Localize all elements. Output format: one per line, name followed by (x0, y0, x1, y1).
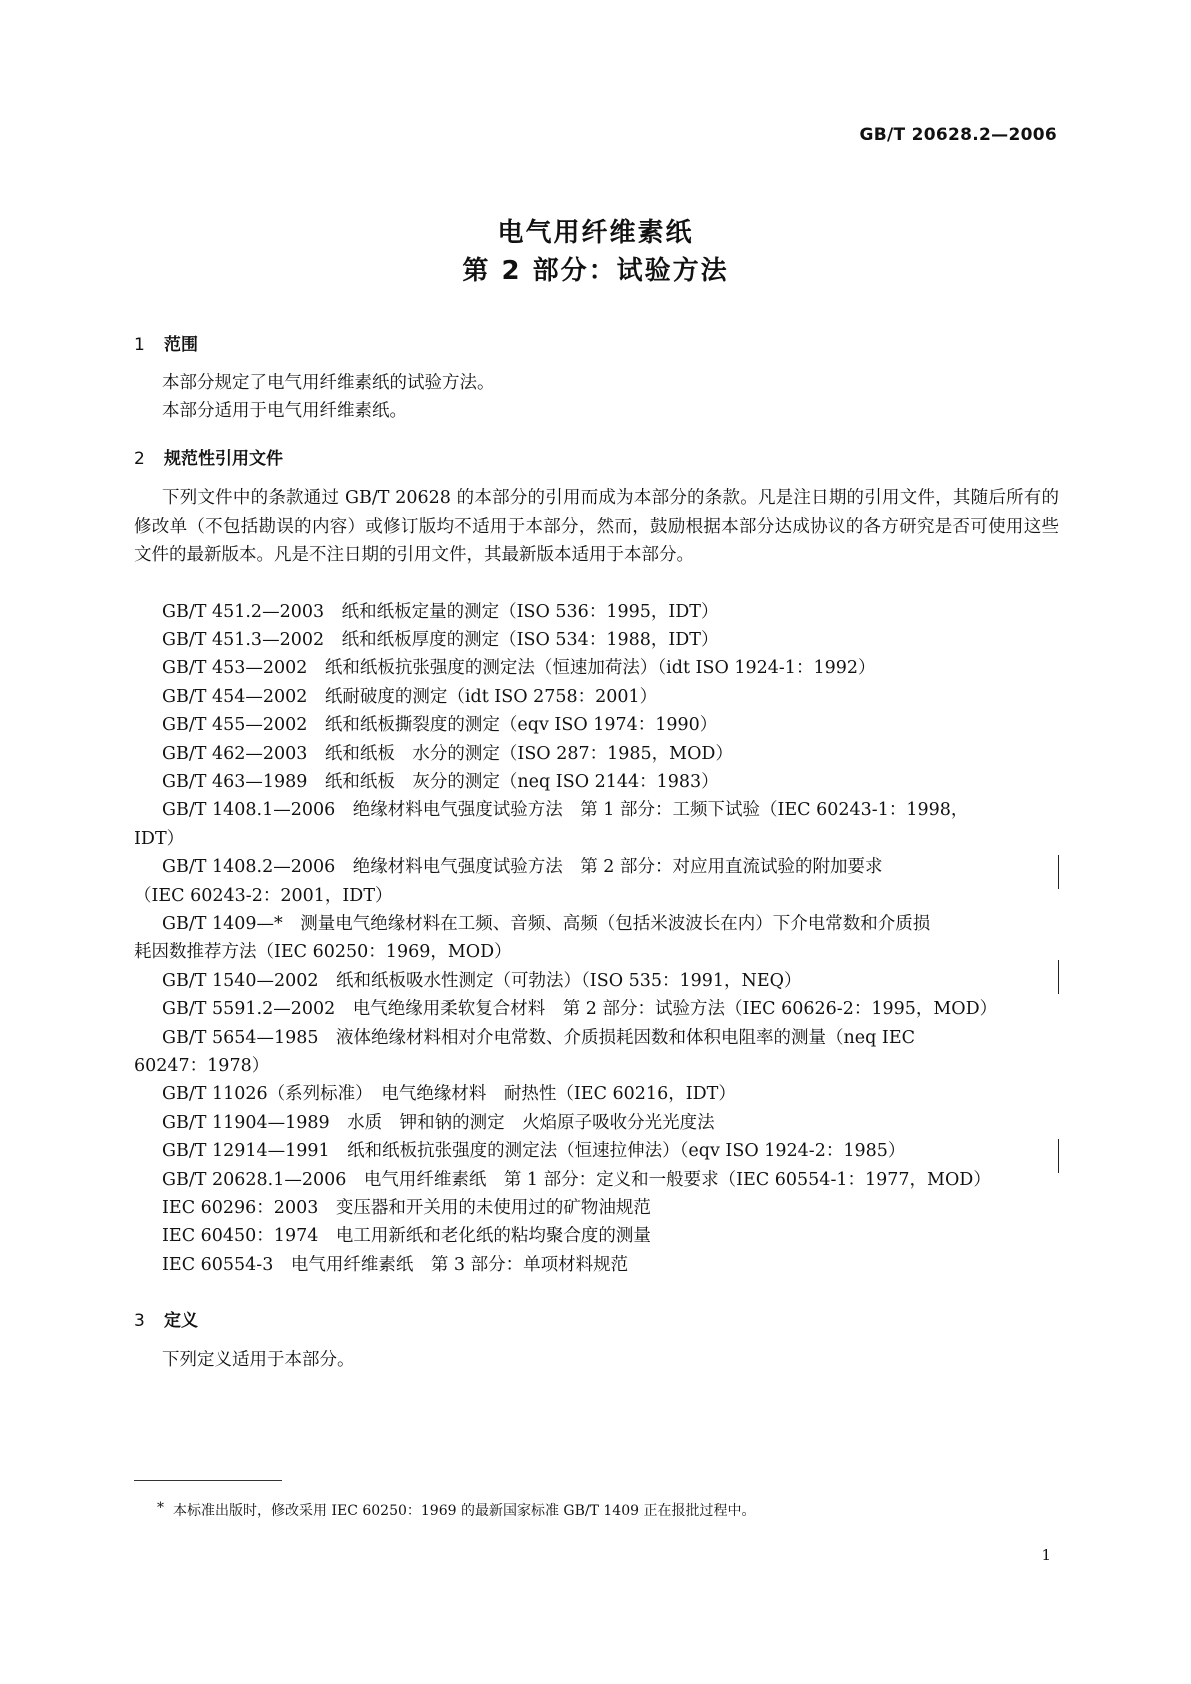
document-subtitle: 第 2 部分：试验方法 (462, 256, 729, 286)
section-1-paragraph: 本部分规定了电气用纤维素纸的试验方法。 (162, 373, 495, 393)
footnote (157, 1500, 756, 1520)
revision-change-bar (1058, 855, 1059, 889)
reference-item: GB/T 11026（系列标准） 电气绝缘材料 耐热性（IEC 60216，IDT） (162, 1084, 736, 1104)
page-number: 1 (1041, 1546, 1051, 1564)
reference-item: GB/T 1408.1—2006 绝缘材料电气强度试验方法 第 1 部分：工频下试验（IEC 60243-1：1998， (162, 800, 969, 820)
reference-item: GB/T 20628.1—2006 电气用纤维素纸 第 1 部分：定义和一般要求（IEC 60554-1：1977，MOD） (162, 1170, 991, 1190)
reference-item: GB/T 463—1989 纸和纸板 灰分的测定（neq ISO 2144：1983） (162, 772, 719, 792)
reference-item: IEC 60450：1974 电工用新纸和老化纸的粘均聚合度的测量 (162, 1226, 651, 1246)
section-1-paragraph: 本部分适用于电气用纤维素纸。 (162, 401, 407, 421)
reference-item-continued: IDT） (134, 829, 185, 849)
footnote-separator (134, 1480, 282, 1481)
reference-item: GB/T 5654—1985 液体绝缘材料相对介电常数、介质损耗因数和体积电阻率的测量（neq IEC (162, 1028, 916, 1048)
reference-item-continued: （IEC 60243-2：2001，IDT） (134, 886, 393, 906)
section-3-heading (134, 1306, 198, 1331)
section-number: 1 (134, 335, 145, 355)
reference-item: GB/T 453—2002 纸和纸板抗张强度的测定法（恒速加荷法）（idt ISO 1924-1：1992） (162, 658, 876, 678)
reference-item-continued: 60247：1978） (134, 1056, 270, 1076)
section-number: 3 (134, 1311, 145, 1331)
revision-change-bar (1058, 960, 1059, 994)
reference-item-continued: 耗因数推荐方法（IEC 60250：1969，MOD） (134, 942, 512, 962)
reference-item: GB/T 454—2002 纸耐破度的测定（idt ISO 2758：2001） (162, 687, 658, 707)
reference-item: GB/T 5591.2—2002 电气绝缘用柔软复合材料 第 2 部分：试验方法（IEC 60626-2：1995，MOD） (162, 999, 998, 1019)
section-number: 2 (134, 449, 145, 469)
section-title: 定义 (164, 1311, 198, 1331)
document-title: 电气用纤维素纸 (497, 218, 694, 248)
section-1-heading (134, 330, 198, 355)
reference-item: GB/T 1540—2002 纸和纸板吸水性测定（可勃法）（ISO 535：1991，NEQ） (162, 971, 802, 991)
reference-item: GB/T 1409—* 测量电气绝缘材料在工频、音频、高频（包括米波波长在内）下介电常数和介质损 (162, 914, 931, 934)
reference-item: IEC 60554-3 电气用纤维素纸 第 3 部分：单项材料规范 (162, 1255, 629, 1275)
reference-item: IEC 60296：2003 变压器和开关用的未使用过的矿物油规范 (162, 1198, 651, 1218)
reference-item: GB/T 451.2—2003 纸和纸板定量的测定（ISO 536：1995，IDT） (162, 602, 719, 622)
reference-item: GB/T 1408.2—2006 绝缘材料电气强度试验方法 第 2 部分：对应用直流试验的附加要求 (162, 857, 883, 877)
section-title: 范围 (164, 335, 198, 355)
section-title: 规范性引用文件 (164, 449, 283, 469)
reference-item: GB/T 11904—1989 水质 钾和钠的测定 火焰原子吸收分光光度法 (162, 1113, 715, 1133)
standard-code-header: GB/T 20628.2—2006 (859, 125, 1057, 145)
footnote-text: 本标准出版时，修改采用 IEC 60250：1969 的最新国家标准 GB/T 1409 正在报批过程中。 (173, 1503, 756, 1519)
reference-item: GB/T 451.3—2002 纸和纸板厚度的测定（ISO 534：1988，IDT） (162, 630, 719, 650)
section-2-intro: 下列文件中的条款通过 GB/T 20628 的本部分的引用而成为本部分的条款。凡是注日期的引用文件，其随后所有的修改单（不包括勘误的内容）或修订版均不适用于本部分，然而，鼓励根据本部分达成协议的各方研究是否可使用这些文件的最新版本。凡是不注日期的引用文件，其最新版本适用于本部分。 (134, 488, 1059, 565)
section-3-paragraph: 下列定义适用于本部分。 (162, 1350, 355, 1370)
section-2-heading (134, 444, 283, 469)
reference-item: GB/T 455—2002 纸和纸板撕裂度的测定（eqv ISO 1974：1990） (162, 715, 718, 735)
reference-item: GB/T 462—2003 纸和纸板 水分的测定（ISO 287：1985，MOD） (162, 744, 733, 764)
reference-item: GB/T 12914—1991 纸和纸板抗张强度的测定法（恒速拉伸法）（eqv ISO 1924-2：1985） (162, 1141, 906, 1161)
footnote-marker: * (157, 1500, 164, 1516)
revision-change-bar (1058, 1139, 1059, 1173)
